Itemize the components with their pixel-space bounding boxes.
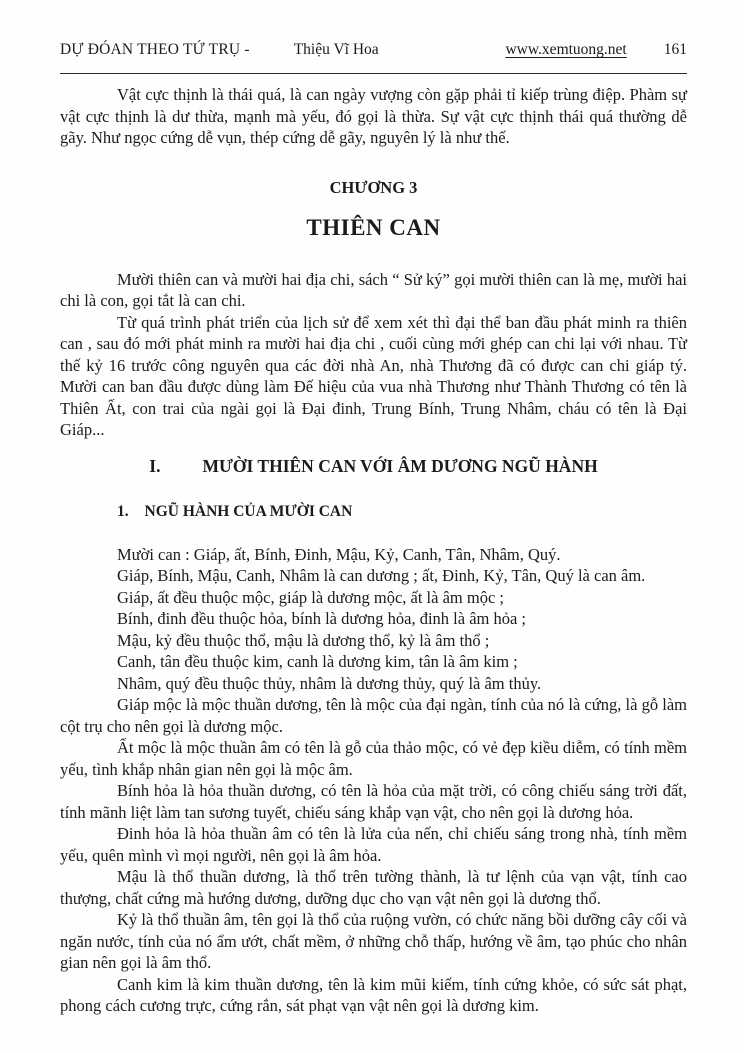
list-line: Mậu, kỷ đều thuộc thổ, mậu là dương thổ, kỷ là âm thổ ;	[117, 630, 490, 650]
chapter-number-heading: CHƯƠNG 3	[329, 177, 418, 197]
ngu-hanh-list	[60, 544, 687, 695]
body-paragraph: Bính hỏa là hỏa thuần dương, có tên là hỏa của mặt trời, có công chiếu sáng trời đất, tính mãnh liệt làm tan sương tuyết, chiếu sáng khắp vạn vật, cho nên gọi là dương hỏa.	[60, 781, 687, 822]
intro-paragraph: Vật cực thịnh là thái quá, là can ngày vượng còn gặp phải tỉ kiếp trùng điệp. Phàm sự vật cực thịnh là dư thừa, mạnh mà yếu, đó gọi là thừa. Sự vật cực thịnh thái quá thường dễ gãy. Như ngọc cứng dễ vụn, thép cứng dễ gãy, nguyên lý là như thế.	[60, 85, 687, 147]
body-paragraph: Ất mộc là mộc thuần âm có tên là gỗ của thảo mộc, có vẻ đẹp kiều diễm, có tính mềm yếu, tình khắp nhân gian nên gọi là mộc âm.	[60, 738, 687, 779]
page-number: 161	[663, 41, 687, 58]
body-paragraph: Mậu là thổ thuần dương, là thổ trên tường thành, là tư lệnh của vạn vật, tính cao thượng, chất cứng mà hướng dương, dưỡng dục cho vạn vật nên gọi là dương thổ.	[60, 867, 687, 908]
subsection-heading	[60, 502, 687, 522]
list-line: Giáp, Bính, Mậu, Canh, Nhâm là can dương ; ất, Đinh, Kỷ, Tân, Quý là can âm.	[117, 566, 646, 585]
list-line: Mười can : Giáp, ất, Bính, Đinh, Mậu, Kỷ, Canh, Tân, Nhâm, Quý.	[117, 544, 561, 564]
body-paragraph: Đinh hỏa là hỏa thuần âm có tên là lửa của nến, chỉ chiếu sáng trong nhà, tính mềm yếu, quên mình vì mọi người, nên gọi là âm hỏa.	[60, 824, 687, 865]
list-line: Giáp, ất đều thuộc mộc, giáp là dương mộc, ất là âm mộc ;	[117, 587, 504, 607]
running-title: DỰ ĐÓAN THEO TỨ TRỤ -	[60, 41, 250, 58]
body-paragraph: Kỷ là thổ thuần âm, tên gọi là thổ của ruộng vườn, có chức năng bồi dưỡng cây cối và ngăn nước, tính của nó ẩm ướt, chất mềm, ở những chỗ thấp, hướng về âm, tạo phúc cho nhân gian nên gọi là âm thổ.	[60, 910, 687, 972]
lead-paragraph: Từ quá trình phát triển của lịch sử để xem xét thì đại thể ban đầu phát minh ra thiên can , sau đó mới phát minh ra mười hai địa chi , cuối cùng mới ghép can chi lại với nhau. Từ thế kỷ 16 trước công nguyên qua các đời nhà An, nhà Thương đã có được can chi giáp tý. Mười can ban đầu được dùng làm Đế hiệu của vua nhà Thương như Thành Thương có tên là Thiên Ất, con trai của ngài gọi là Đại đinh, Trung Bính, Trung Nhâm, cháu có tên là Đại Giáp...	[60, 312, 687, 439]
body-paragraph: Giáp mộc là mộc thuần dương, tên là mộc của đại ngàn, tính của nó là cứng, là gỗ làm cột trụ cho nên gọi là dương mộc.	[60, 695, 687, 736]
website-url: www.xemtuong.net	[505, 41, 627, 58]
section-title: MƯỜI THIÊN CAN VỚI ÂM DƯƠNG NGŨ HÀNH	[202, 455, 598, 476]
list-line: Nhâm, quý đều thuộc thủy, nhâm là dương thủy, quý là âm thủy.	[117, 673, 542, 693]
section-heading	[60, 455, 687, 478]
header-divider	[60, 73, 687, 74]
chapter-title-heading: THIÊN CAN	[306, 214, 441, 240]
list-line: Canh, tân đều thuộc kim, canh là dương kim, tân là âm kim ;	[117, 652, 518, 671]
section-number: I.	[149, 455, 161, 476]
list-line: Bính, đinh đều thuộc hỏa, bính là dương hỏa, đinh là âm hỏa ;	[117, 609, 527, 628]
author-name: Thiệu Vĩ Hoa	[293, 41, 379, 58]
subsection-title: NGŨ HÀNH CỦA MƯỜI CAN	[144, 502, 353, 520]
lead-paragraph: Mười thiên can và mười hai địa chi, sách “ Sử ký” gọi mười thiên can là mẹ, mười hai chi là con, gọi tắt là can chi.	[60, 269, 687, 310]
body-paragraph: Canh kim là kim thuần dương, tên là kim mũi kiếm, tính cứng khỏe, có sức sát phạt, phong cách cương trực, cứng rắn, sát phạt vạn vật nên gọi là dương kim.	[60, 974, 687, 1015]
subsection-number: 1.	[117, 502, 129, 520]
page-header	[60, 40, 687, 60]
